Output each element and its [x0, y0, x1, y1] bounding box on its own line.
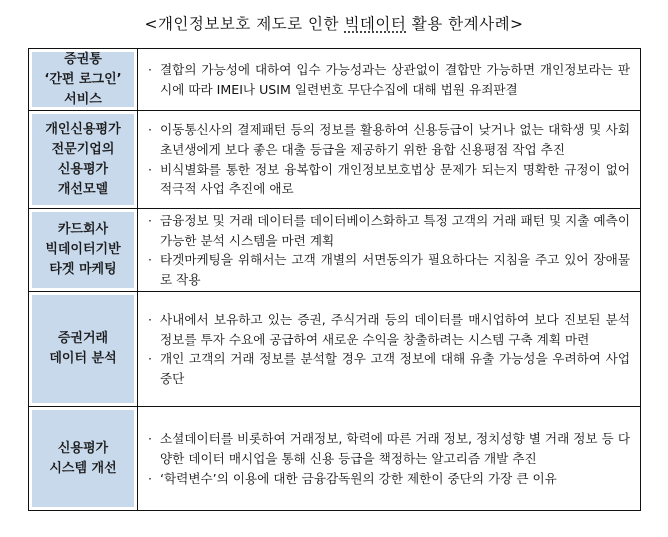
row-content-cell	[138, 292, 641, 407]
row-label-cell	[29, 292, 138, 407]
row-content-cell	[138, 407, 641, 511]
row-content-cell	[138, 111, 641, 209]
bullet-text: 이동통신사의 결제패턴 등의 정보를 활용하여 신용등급이 낮거나 없는 대학생 및 사회 초년생에게 보다 좋은 대출 등급을 제공하기 위한 융합 신용평점 작업 추진	[160, 122, 630, 157]
bullet-item	[148, 160, 630, 199]
bullet-text: 소셜데이터를 비롯하여 거래정보, 학력에 따른 거래 정보, 정치성향 별 거래 정보 등 다양한 데이터 매시업을 통해 신용 등급을 책정하는 알고리즘 개발 추진	[160, 431, 630, 467]
table-row	[29, 292, 641, 407]
row-content-cell	[138, 209, 641, 292]
cases-table	[28, 48, 641, 511]
bullet-icon: ·	[148, 470, 153, 486]
row-label-line: 증권통	[64, 51, 102, 67]
bullet-icon: ·	[148, 312, 153, 328]
row-label-cell	[29, 209, 138, 292]
row-label-line: 개선모델	[57, 181, 109, 197]
bullet-item	[148, 60, 630, 99]
bullet-icon: ·	[148, 122, 153, 138]
row-label-line: 카드회사	[57, 222, 109, 238]
bullet-text: 타겟마케팅을 위해서는 고객 개별의 서면동의가 필요하다는 지침을 주고 있어 장애물로 작용	[160, 252, 630, 287]
row-label-line: 시스템 개선	[49, 460, 117, 476]
table-row	[29, 49, 641, 111]
bullet-item	[148, 250, 630, 289]
bullet-item	[148, 349, 630, 388]
page-title	[0, 12, 668, 34]
bullet-item	[148, 429, 630, 468]
row-label-line: 서비스	[64, 91, 102, 107]
bullet-text: 금융정보 및 거래 데이터를 데이터베이스화하고 특정 고객의 거래 패턴 및 지출 예측이 가능한 분석 시스템을 마련 계획	[160, 213, 630, 248]
bullet-text: 비식별화를 통한 정보 융복합이 개인정보보호법상 문제가 되는지 명확한 규정이 없어 적극적 사업 추진에 애로	[160, 161, 630, 197]
bullet-item	[148, 120, 630, 159]
title-prefix: <개인정보보호 제도로 인한	[144, 15, 345, 33]
row-label-line: 개인신용평가	[45, 121, 121, 137]
bullet-text: 개인 고객의 거래 정보를 분석할 경우 고객 정보에 대해 유출 가능성을 우려하여 사업 중단	[160, 351, 630, 386]
table-row	[29, 407, 641, 511]
row-label-cell	[29, 49, 138, 111]
bullet-text: ‘학력변수’의 이용에 대한 금융감독원의 강한 제한이 중단의 가장 큰 이유	[160, 470, 557, 486]
row-label-line: ‘간편 로그인’	[44, 71, 122, 87]
row-label-line: 타겟 마케팅	[49, 262, 117, 278]
row-label-line: 데이터 분석	[49, 351, 117, 367]
table-row	[29, 209, 641, 292]
bullet-item	[148, 469, 630, 489]
bullet-icon: ·	[148, 431, 153, 447]
bullet-icon: ·	[148, 252, 153, 268]
bullet-icon: ·	[148, 61, 153, 77]
title-underlined-word: 빅데이터	[344, 15, 407, 33]
row-label-cell	[29, 407, 138, 511]
row-label-line: 빅데이터기반	[45, 242, 121, 258]
bullet-icon: ·	[148, 351, 153, 367]
bullet-text: 사내에서 보유하고 있는 증권, 주식거래 등의 데이터를 매시업하여 보다 진보된 분석 정보를 투자 수요에 공급하여 새로운 수익을 창출하려는 시스템 구축 계획 마련	[160, 312, 630, 347]
table-row	[29, 111, 641, 209]
bullet-text: 결합의 가능성에 대하여 입수 가능성과는 상관없이 결합만 가능하면 개인정보라는 판시에 따라 IMEI나 USIM 일련번호 무단수집에 대해 법원 유죄판결	[160, 61, 630, 97]
row-label-line: 증권거래	[57, 331, 109, 347]
bullet-item	[148, 211, 630, 250]
title-suffix: 활용 한계사례>	[406, 15, 524, 33]
row-label-line: 신용평가	[57, 440, 109, 456]
row-label-line: 신용평가	[57, 161, 109, 177]
row-content-cell	[138, 49, 641, 111]
bullet-icon: ·	[148, 161, 153, 177]
row-label-cell	[29, 111, 138, 209]
bullet-item	[148, 310, 630, 349]
bullet-icon: ·	[148, 213, 153, 228]
row-label-line: 전문기업의	[51, 141, 115, 157]
